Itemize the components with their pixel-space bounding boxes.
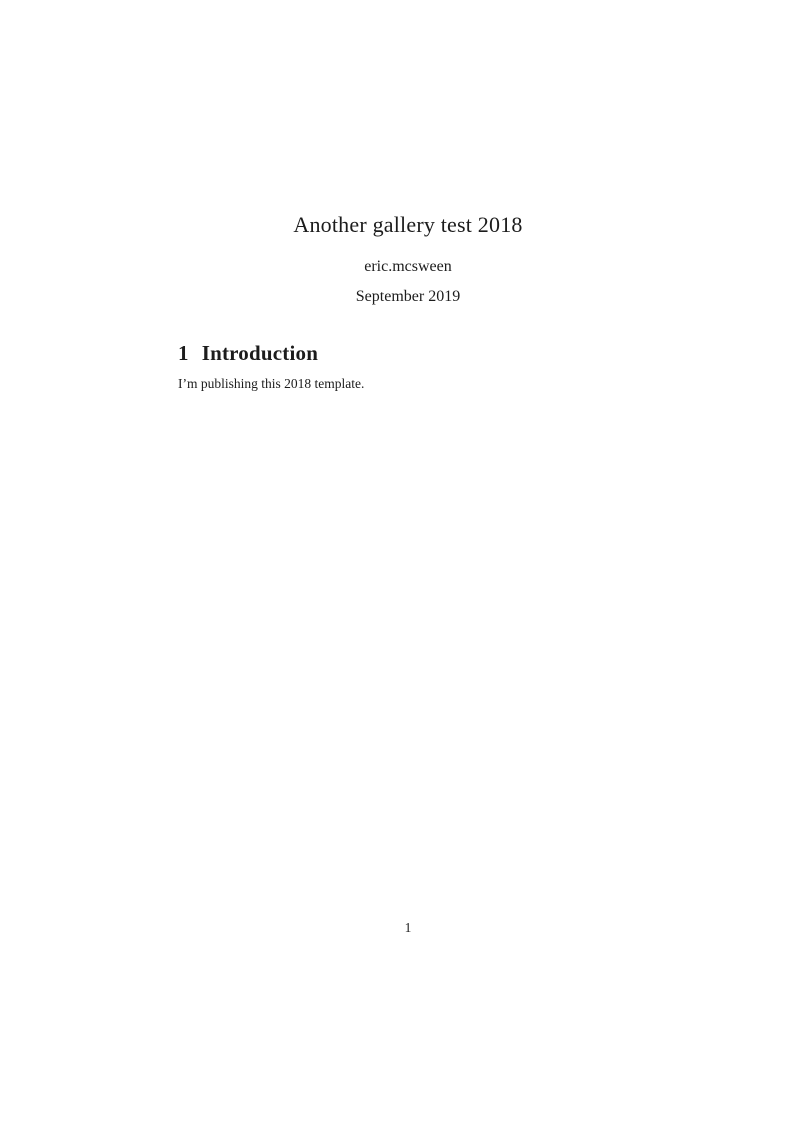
section-heading [178, 341, 318, 366]
page-number: 1 [404, 920, 412, 935]
document-date: September 2019 [355, 288, 461, 305]
body-paragraph: I’m publishing this 2018 template. [178, 376, 365, 391]
document-title: Another gallery test 2018 [293, 212, 523, 237]
section-number: 1 [178, 341, 189, 365]
section-title: Introduction [201, 341, 319, 365]
document-author: eric.mcsween [364, 258, 452, 275]
